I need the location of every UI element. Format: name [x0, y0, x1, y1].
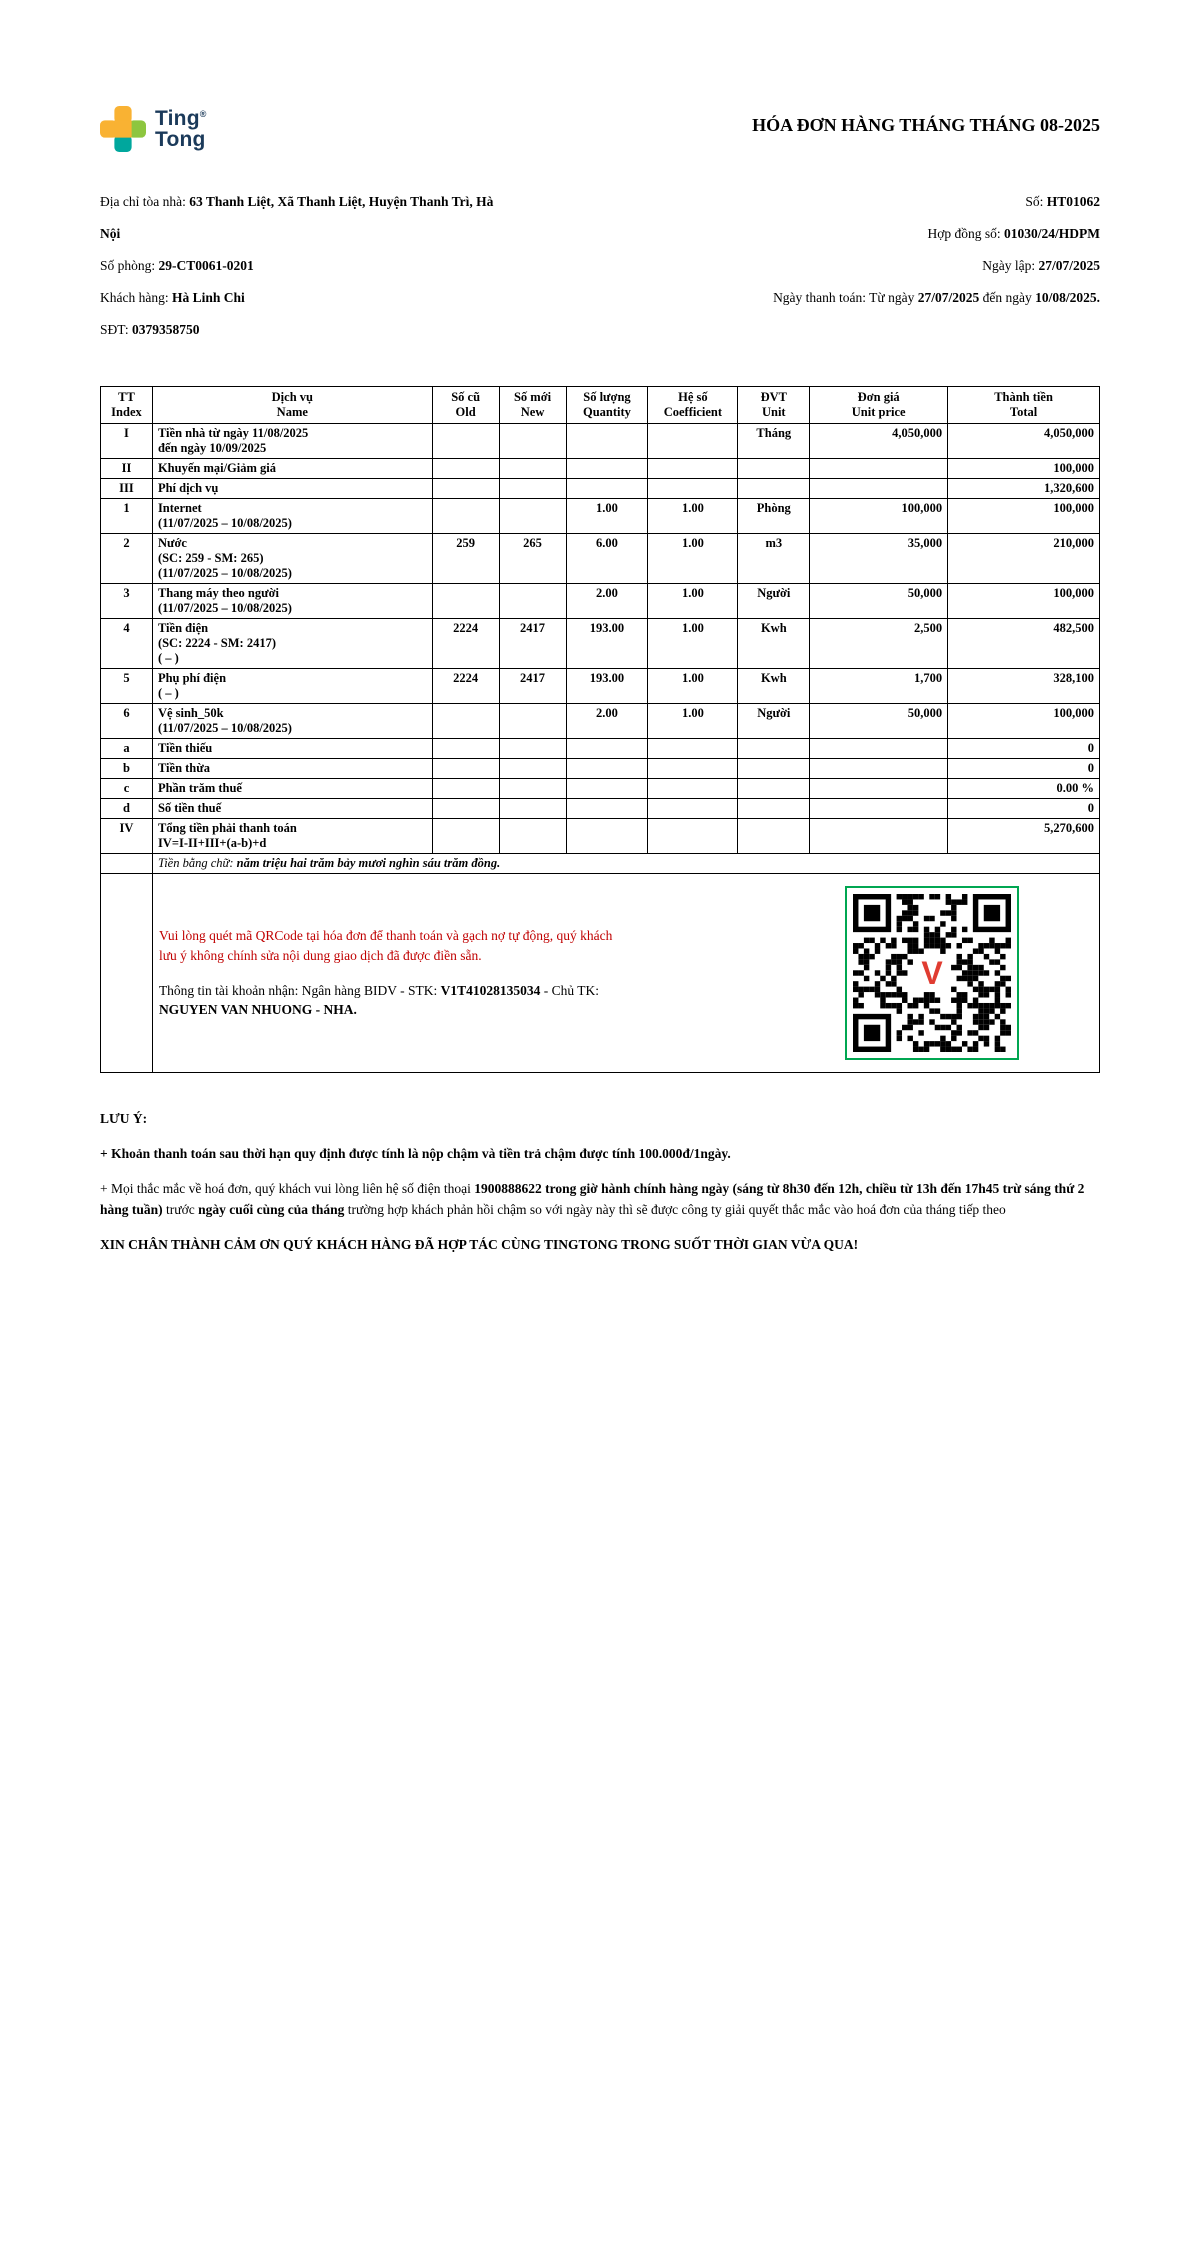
table-row [101, 584, 1100, 619]
cell-total: 4,050,000 [948, 424, 1100, 459]
table-row [101, 499, 1100, 534]
cell-quantity: 2.00 [566, 584, 648, 619]
cell-unit-price [810, 479, 948, 499]
qr-payment-notice: Vui lòng quét mã QRCode tại hóa đơn để thanh toán và gạch nợ tự động, quý khách lưu ý không chính sửa nội dung giao dịch đã được điền sẵn. [158, 928, 613, 963]
cell-unit: m3 [738, 534, 810, 584]
cell-unit: Phòng [738, 499, 810, 534]
svg-text:V: V [921, 955, 943, 991]
table-row [101, 534, 1100, 584]
invoice-table [100, 386, 1100, 1073]
table-row [101, 779, 1100, 799]
cell-index: 1 [101, 499, 153, 534]
thank-you-note: XIN CHÂN THÀNH CẢM ƠN QUÝ KHÁCH HÀNG ĐÃ HỢP TÁC CÙNG TINGTONG TRONG SUỐT THỜI GIAN VỪA QUA! [100, 1236, 859, 1252]
cell-new [499, 584, 566, 619]
cell-new [499, 499, 566, 534]
cell-index: III [101, 479, 153, 499]
amount-in-words-value: năm triệu hai trăm bảy mươi nghìn sáu trăm đồng. [236, 856, 501, 870]
cell-service-name: Phí dịch vụ [152, 479, 432, 499]
payment-period: Ngày thanh toán: Từ ngày 27/07/2025 đến ngày 10/08/2025. [773, 290, 1100, 305]
cell-unit-price [810, 759, 948, 779]
customer-phone: SĐT: 0379358750 [100, 322, 200, 337]
table-row [101, 799, 1100, 819]
cell-unit [738, 799, 810, 819]
cell-quantity [566, 819, 648, 854]
cell-unit [738, 759, 810, 779]
invoice-info-right [770, 186, 1100, 346]
header-old: Số cũ Old [432, 387, 499, 424]
amount-in-words-label: Tiền bằng chữ: [157, 856, 237, 870]
cell-unit-price: 50,000 [810, 704, 948, 739]
cell-new: 2417 [499, 669, 566, 704]
cell-service-name: Số tiền thuế [152, 799, 432, 819]
qr-code-image [853, 894, 1011, 1052]
cell-service-name: Tiền thiếu [152, 739, 432, 759]
cell-unit [738, 779, 810, 799]
cell-total: 100,000 [948, 584, 1100, 619]
cell-coefficient [648, 819, 738, 854]
cell-quantity: 193.00 [566, 619, 648, 669]
invoice-number: Số: HT01062 [1025, 194, 1100, 209]
notes-heading: LƯU Ý: [100, 1111, 148, 1126]
cell-unit [738, 819, 810, 854]
cell-index: 4 [101, 619, 153, 669]
cell-service-name: Khuyến mại/Giảm giá [152, 459, 432, 479]
table-row [101, 424, 1100, 459]
cell-unit: Người [738, 704, 810, 739]
brand-name-line1: Ting [155, 107, 200, 130]
cell-unit: Tháng [738, 424, 810, 459]
header-unit: ĐVT Unit [738, 387, 810, 424]
invoice-table-header [101, 387, 1100, 424]
contract-number: Hợp đồng số: 01030/24/HDPM [927, 226, 1100, 241]
brand-logo [100, 106, 207, 152]
tingtong-logo-icon [100, 106, 146, 152]
cell-index: c [101, 779, 153, 799]
cell-quantity [566, 799, 648, 819]
cell-new [499, 424, 566, 459]
table-row [101, 759, 1100, 779]
cell-total: 100,000 [948, 499, 1100, 534]
cell-service-name: Vệ sinh_50k (11/07/2025 – 10/08/2025) [152, 704, 432, 739]
cell-service-name: Tổng tiền phải thanh toán IV=I-II+III+(a-b)+d [152, 819, 432, 854]
footer-notes [100, 1109, 1100, 1256]
issue-date: Ngày lập: 27/07/2025 [982, 258, 1100, 273]
late-payment-note: + Khoản thanh toán sau thời hạn quy định được tính là nộp chậm và tiền trả chậm được tính 100.000đ/1ngày. [100, 1145, 731, 1161]
cell-unit-price [810, 459, 948, 479]
cell-new [499, 479, 566, 499]
header-total: Thành tiền Total [948, 387, 1100, 424]
cell-old [432, 779, 499, 799]
cell-old [432, 739, 499, 759]
cell-index: b [101, 759, 153, 779]
cell-quantity: 6.00 [566, 534, 648, 584]
cell-old [432, 584, 499, 619]
cell-old: 2224 [432, 619, 499, 669]
cell-unit: Kwh [738, 619, 810, 669]
cell-index: 2 [101, 534, 153, 584]
invoice-info [100, 186, 1100, 346]
cell-coefficient [648, 479, 738, 499]
table-row [101, 704, 1100, 739]
cell-new [499, 819, 566, 854]
header-service: Dịch vụ Name [152, 387, 432, 424]
cell-new [499, 739, 566, 759]
cell-new [499, 704, 566, 739]
cell-service-name: Phụ phí điện ( – ) [152, 669, 432, 704]
cell-index: IV [101, 819, 153, 854]
cell-total: 0 [948, 799, 1100, 819]
cell-unit-price [810, 779, 948, 799]
cell-service-name: Nước (SC: 259 - SM: 265) (11/07/2025 – 10/08/2025) [152, 534, 432, 584]
cell-quantity [566, 424, 648, 459]
amount-in-words-row [101, 854, 1100, 874]
cell-service-name: Tiền nhà từ ngày 11/08/2025 đến ngày 10/09/2025 [152, 424, 432, 459]
cell-old [432, 704, 499, 739]
cell-index: d [101, 799, 153, 819]
cell-quantity: 2.00 [566, 704, 648, 739]
cell-index: II [101, 459, 153, 479]
cell-coefficient [648, 799, 738, 819]
building-address: Địa chỉ tòa nhà: 63 Thanh Liệt, Xã Thanh Liệt, Huyện Thanh Trì, Hà Nội [100, 194, 494, 241]
cell-total: 328,100 [948, 669, 1100, 704]
cell-coefficient: 1.00 [648, 499, 738, 534]
cell-total: 5,270,600 [948, 819, 1100, 854]
qr-index-cell [101, 874, 153, 1073]
cell-old [432, 424, 499, 459]
brand-name [155, 108, 207, 150]
cell-unit-price [810, 819, 948, 854]
table-row [101, 819, 1100, 854]
cell-quantity [566, 759, 648, 779]
amount-in-words-cell [152, 854, 1099, 874]
invoice-table-body [101, 424, 1100, 854]
table-row [101, 619, 1100, 669]
cell-coefficient: 1.00 [648, 704, 738, 739]
cell-old: 259 [432, 534, 499, 584]
cell-old [432, 799, 499, 819]
table-row [101, 669, 1100, 704]
header-quantity: Số lượng Quantity [566, 387, 648, 424]
cell-new [499, 459, 566, 479]
cell-total: 1,320,600 [948, 479, 1100, 499]
cell-quantity [566, 739, 648, 759]
cell-coefficient [648, 459, 738, 479]
cell-old [432, 499, 499, 534]
qr-row [101, 874, 1100, 1073]
cell-coefficient: 1.00 [648, 584, 738, 619]
registered-mark: ® [199, 109, 207, 119]
cell-index: 5 [101, 669, 153, 704]
customer-name: Khách hàng: Hà Linh Chi [100, 290, 245, 305]
cell-old: 2224 [432, 669, 499, 704]
invoice-info-left [100, 186, 510, 346]
brand-name-line2: Tong [155, 128, 206, 151]
cell-coefficient: 1.00 [648, 534, 738, 584]
cell-index: 3 [101, 584, 153, 619]
cell-unit-price [810, 799, 948, 819]
cell-index: 6 [101, 704, 153, 739]
cell-total: 100,000 [948, 459, 1100, 479]
invoice-table-footer [101, 854, 1100, 1073]
header [100, 106, 1100, 152]
cell-total: 482,500 [948, 619, 1100, 669]
cell-coefficient [648, 739, 738, 759]
table-row [101, 459, 1100, 479]
cell-coefficient: 1.00 [648, 669, 738, 704]
cell-total: 100,000 [948, 704, 1100, 739]
cell-new: 2417 [499, 619, 566, 669]
amount-in-words-index-cell [101, 854, 153, 874]
cell-unit [738, 459, 810, 479]
cell-new [499, 759, 566, 779]
cell-new [499, 779, 566, 799]
table-row [101, 739, 1100, 759]
cell-new [499, 799, 566, 819]
header-index: TT Index [101, 387, 153, 424]
cell-coefficient [648, 424, 738, 459]
cell-coefficient [648, 779, 738, 799]
room-number: Số phòng: 29-CT0061-0201 [100, 258, 254, 273]
cell-unit [738, 479, 810, 499]
qr-code [845, 886, 1019, 1060]
cell-new: 265 [499, 534, 566, 584]
table-row [101, 479, 1100, 499]
header-coefficient: Hệ số Coefficient [648, 387, 738, 424]
header-unit-price: Đơn giá Unit price [810, 387, 948, 424]
cell-service-name: Internet (11/07/2025 – 10/08/2025) [152, 499, 432, 534]
cell-total: 0 [948, 759, 1100, 779]
cell-unit-price: 100,000 [810, 499, 948, 534]
qr-content-cell [152, 874, 1099, 1073]
cell-total: 0 [948, 739, 1100, 759]
cell-unit-price: 2,500 [810, 619, 948, 669]
cell-unit: Người [738, 584, 810, 619]
qr-instructions [153, 918, 621, 1027]
cell-coefficient: 1.00 [648, 619, 738, 669]
cell-quantity: 1.00 [566, 499, 648, 534]
hotline-note: + Mọi thắc mắc về hoá đơn, quý khách vui lòng liên hệ số điện thoại 1900888622 trong giờ hành chính hàng ngày (sáng từ 8h30 đến 12h, chiều từ 13h đến 17h45 trừ sáng thứ 2 hàng tuần) trước ngày cuối cùng của tháng trường hợp khách phản hồi chậm so với ngày này thì sẽ được công ty giải quyết thắc mắc vào hoá đơn của tháng tiếp theo [100, 1180, 1085, 1217]
header-row [101, 387, 1100, 424]
cell-unit-price: 1,700 [810, 669, 948, 704]
cell-unit-price: 35,000 [810, 534, 948, 584]
cell-quantity [566, 479, 648, 499]
cell-total: 210,000 [948, 534, 1100, 584]
cell-service-name: Tiền thừa [152, 759, 432, 779]
cell-service-name: Thang máy theo người (11/07/2025 – 10/08/2025) [152, 584, 432, 619]
cell-old [432, 479, 499, 499]
cell-unit-price: 4,050,000 [810, 424, 948, 459]
cell-total: 0.00 % [948, 779, 1100, 799]
invoice-title: HÓA ĐƠN HÀNG THÁNG THÁNG 08-2025 [752, 115, 1100, 135]
cell-coefficient [648, 759, 738, 779]
cell-quantity [566, 459, 648, 479]
cell-service-name: Phần trăm thuế [152, 779, 432, 799]
cell-old [432, 759, 499, 779]
cell-index: I [101, 424, 153, 459]
cell-service-name: Tiền điện (SC: 2224 - SM: 2417) ( – ) [152, 619, 432, 669]
cell-index: a [101, 739, 153, 759]
bank-account-info: Thông tin tài khoản nhận: Ngân hàng BIDV - STK: V1T41028135034 - Chủ TK: NGUYEN VAN NHUONG - NHA. [158, 982, 600, 1018]
cell-unit-price [810, 739, 948, 759]
cell-old [432, 459, 499, 479]
cell-quantity [566, 779, 648, 799]
cell-old [432, 819, 499, 854]
cell-unit: Kwh [738, 669, 810, 704]
header-new: Số mới New [499, 387, 566, 424]
cell-unit [738, 739, 810, 759]
cell-quantity: 193.00 [566, 669, 648, 704]
cell-unit-price: 50,000 [810, 584, 948, 619]
